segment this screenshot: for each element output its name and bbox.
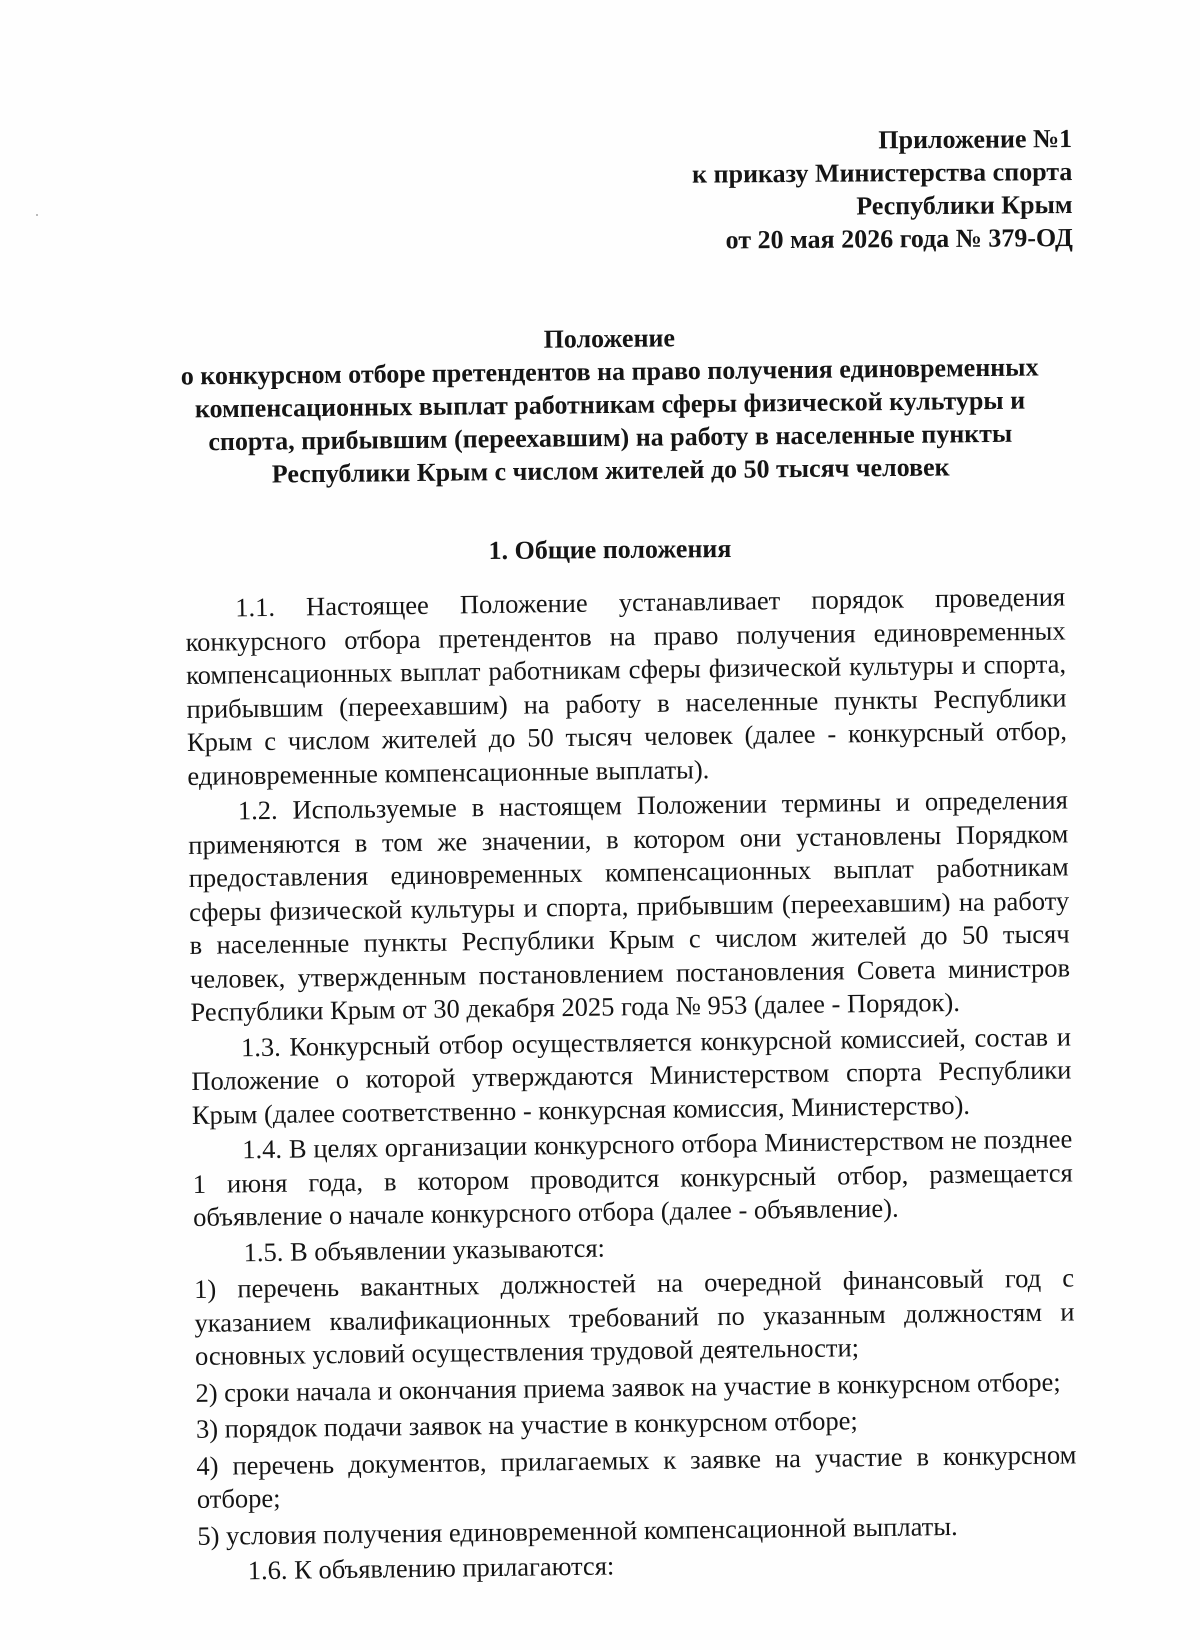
list-item: 5) условия получения единовременной компенсационной выплаты. xyxy=(197,1510,958,1551)
appendix-header xyxy=(512,122,1073,258)
paragraph-1-5: 1.5. В объявлении указываются: xyxy=(243,1232,606,1267)
paragraph-1-4: 1.4. В целях организации конкурсного отбора Министерством не позднее 1 июня года, в котором проводится конкурсный отбор, размещается объявление о начале конкурсного отбора (далее - объявление). xyxy=(192,1123,1073,1232)
paragraph-1-3: 1.3. Конкурсный отбор осуществляется конкурсной комиссией, состав и Положение о которой утверждаются Министерством спорта Республики Крым (далее соответственно - конкурсная комиссия, Министерство). xyxy=(191,1020,1072,1130)
paragraph-1-2: 1.2. Используемые в настоящем Положении термины и определения применяются в том же значении, в котором они установлены Порядком предоставления единовременных компенсационных выплат работникам сферы физической культуры и спорта, прибывшим (переехавшим) на работу в населенные пункты Республики Крым с числом жителей до 50 тысяч человек, утвержденным постановлением постановления Совета министров Республики Крым от 30 декабря 2025 года № 953 (далее - Порядок). xyxy=(188,784,1071,1027)
appendix-date-line: от 20 мая 2026 года № 379-ОД xyxy=(725,222,1073,255)
list-item: 2) сроки начала и окончания приема заявок на участие в конкурсном отборе; xyxy=(195,1366,1061,1408)
section-heading: 1. Общие положения xyxy=(488,533,732,566)
document-body xyxy=(185,580,1078,1588)
appendix-region-line: Республики Крым xyxy=(856,189,1073,221)
list-item: 1) перечень вакантных должностей на очередной финансовый год с указанием квалификационных требований по указанным должностям и основных условий осуществления трудовой деятельности; xyxy=(193,1262,1075,1371)
list-item: 4) перечень документов, прилагаемых к заявке на участие в конкурсном отборе; xyxy=(196,1438,1077,1514)
title-line-4: спорта, прибывшим (переехавшим) на работу в населенные пункты xyxy=(208,418,1013,457)
paragraph-1-1: 1.1. Настоящее Положение устанавливает порядок проведения конкурсного отбора претендентов на право получения единовременных компенсационных выплат работникам сферы физической культуры и спорта, прибывшим (переехавшим) на работу в населенные пункты Республики Крым с числом жителей до 50 тысяч человек (далее - конкурсный отбор, единовременные компенсационные выплаты). xyxy=(185,581,1068,791)
title-line-2: о конкурсном отборе претендентов на право получения единовременных xyxy=(180,352,1039,391)
title-line-1: Положение xyxy=(543,323,676,354)
scan-artifact xyxy=(36,214,38,216)
list-item: 3) порядок подачи заявок на участие в конкурсном отборе; xyxy=(195,1405,858,1444)
appendix-order-line: к приказу Министерства спорта xyxy=(691,156,1073,189)
document-title xyxy=(169,317,1051,491)
title-line-5: Республики Крым с числом жителей до 50 тысяч человек xyxy=(271,452,950,489)
title-line-3: компенсационных выплат работникам сферы физической культуры и xyxy=(194,385,1026,424)
paragraph-1-6: 1.6. К объявлению прилагаются: xyxy=(247,1550,615,1586)
appendix-number: Приложение №1 xyxy=(878,123,1073,155)
